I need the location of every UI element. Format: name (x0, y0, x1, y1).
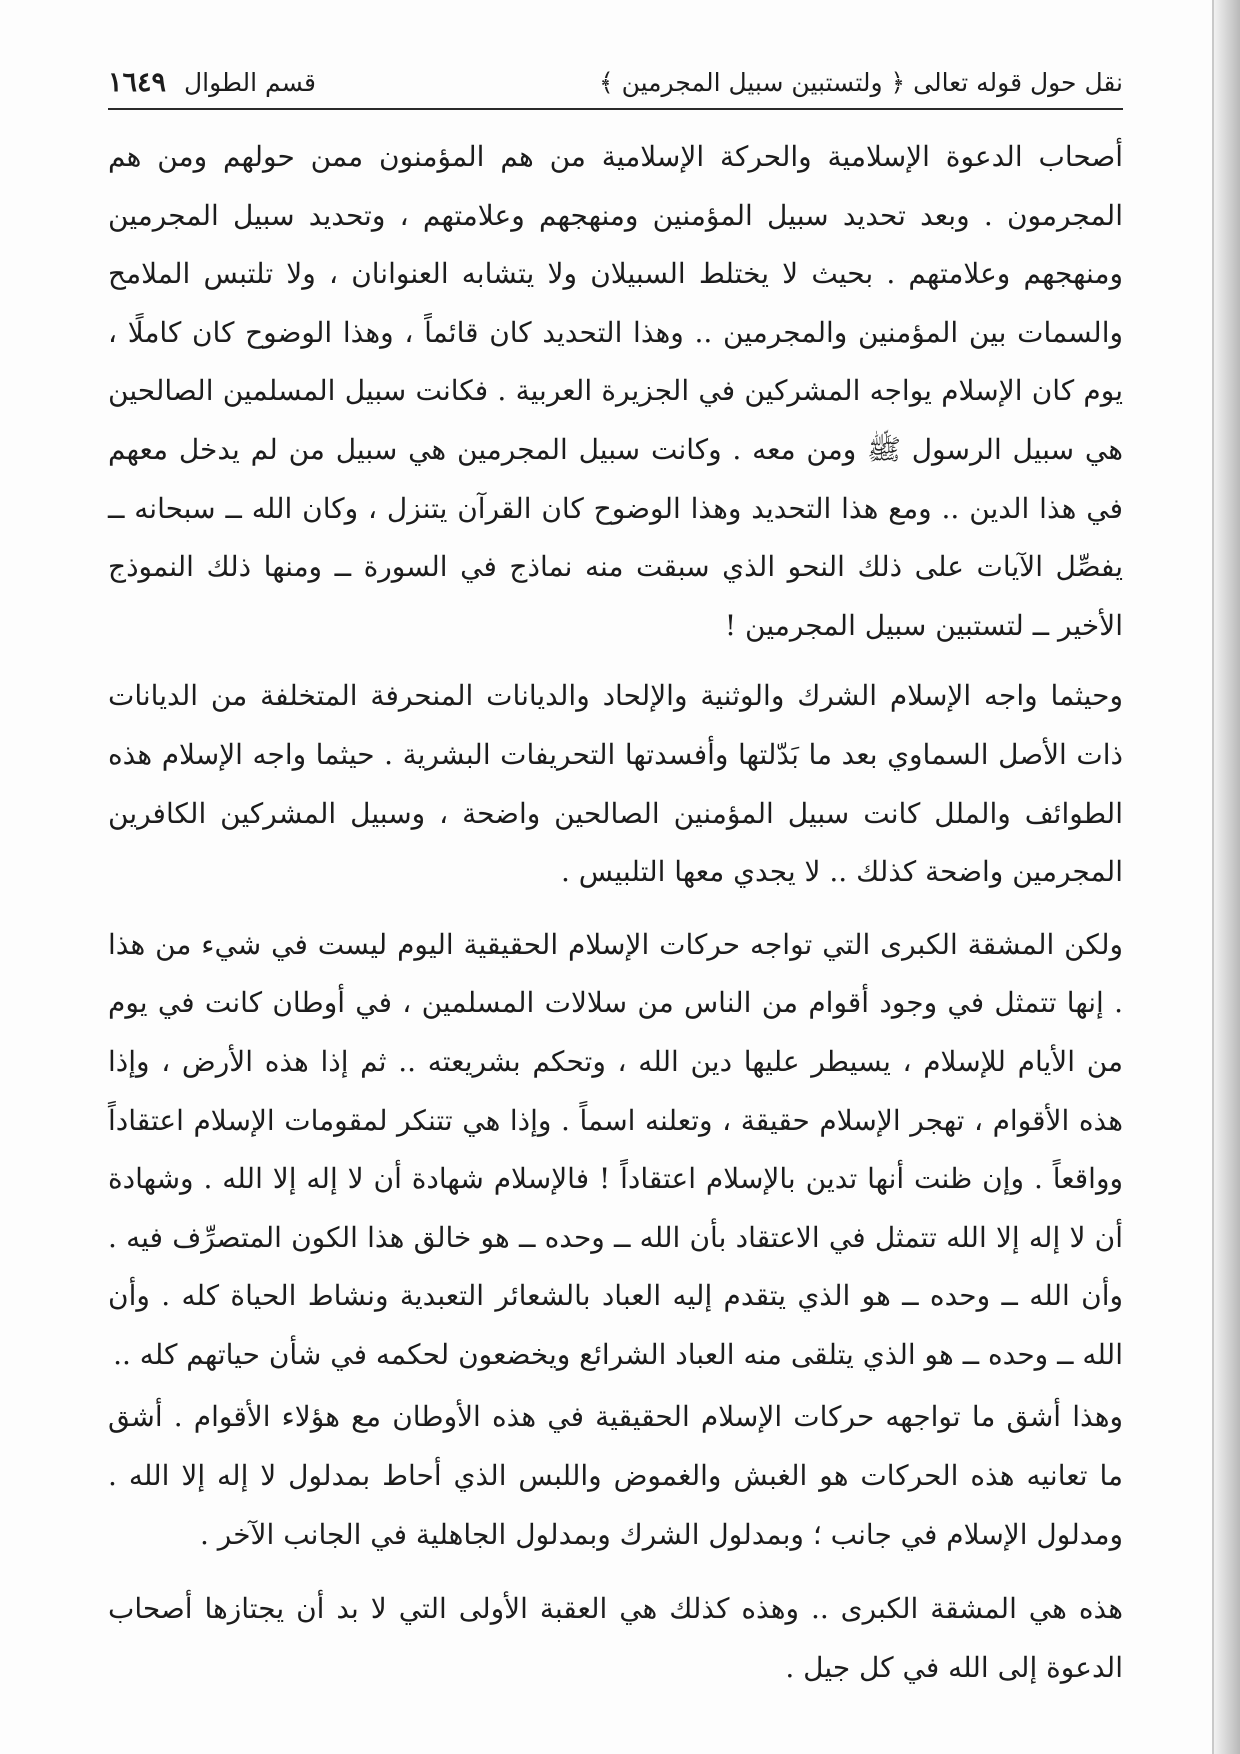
running-header (108, 62, 1123, 110)
chapter-title: نقل حول قوله تعالى ﴿ ولتستبين سبيل المجرمين ﴾ (599, 67, 1123, 97)
body-text (108, 128, 1123, 1697)
header-left (108, 67, 316, 98)
paragraph-3: ولكن المشقة الكبرى التي تواجه حركات الإسلام الحقيقية اليوم ليست في شيء من هذا . إنها تتمثل في وجود أقوام من الناس من سلالات المسلمين ، في أوطان كانت في يوم من الأيام للإسلام ، يسيطر عليها دين الله ، وتحكم بشريعته .. ثم إذا هذه الأرض ، وإذا هذه الأقوام ، تهجر الإسلام حقيقة ، وتعلنه اسماً . وإذا هي تتنكر لمقومات الإسلام اعتقاداً وواقعاً . وإن ظنت أنها تدين بالإسلام اعتقاداً ! فالإسلام شهادة أن لا إله إلا الله . وشهادة أن لا إله إلا الله تتمثل في الاعتقاد بأن الله ــ وحده ــ هو خالق هذا الكون المتصرِّف فيه . وأن الله ــ وحده ــ هو الذي يتقدم إليه العباد بالشعائر التعبدية ونشاط الحياة كله . وأن الله ــ وحده ــ هو الذي يتلقى منه العباد الشرائع ويخضعون لحكمه في شأن حياتهم كله .. (108, 927, 1124, 1371)
page-number: ١٦٤٩ (108, 66, 167, 98)
paragraph-4: وهذا أشق ما تواجهه حركات الإسلام الحقيقية في هذه الأوطان مع هؤلاء الأقوام . أشق ما تعانيه هذه الحركات هو الغبش والغموض واللبس الذي أحاط بمدلول لا إله إلا الله . ومدلول الإسلام في جانب ؛ وبمدلول الشرك وبمدلول الجاهلية في الجانب الآخر . (108, 1400, 1123, 1551)
paragraph-1: أصحاب الدعوة الإسلامية والحركة الإسلامية من هم المؤمنون ممن حولهم ومن هم المجرمون . وبعد تحديد سبيل المؤمنين ومنهجهم وعلامتهم ، وتحديد سبيل المجرمين ومنهجهم وعلامتهم . بحيث لا يختلط السبيلان ولا يتشابه العنوانان ، ولا تلتبس الملامح والسمات بين المؤمنين والمجرمين .. وهذا التحديد كان قائماً ، وهذا الوضوح كان كاملًا ، يوم كان الإسلام يواجه المشركين في الجزيرة العربية . فكانت سبيل المسلمين الصالحين هي سبيل الرسول ﷺ ومن معه . وكانت سبيل المجرمين هي سبيل من لم يدخل معهم في هذا الدين .. ومع هذا التحديد وهذا الوضوح كان القرآن يتنزل ، وكان الله ــ سبحانه ــ يفصِّل الآيات على ذلك النحو الذي سبقت منه نماذج في السورة ــ ومنها ذلك النموذج الأخير ــ لتستبين سبيل المجرمين ! (108, 140, 1124, 642)
paragraph-5: هذه هي المشقة الكبرى .. وهذه كذلك هي العقبة الأولى التي لا بد أن يجتازها أصحاب الدعوة إلى الله في كل جيل . (108, 1592, 1123, 1684)
page-edge-shadow (1214, 0, 1240, 1754)
section-name: قسم الطوال (184, 67, 316, 97)
paragraph-2: وحيثما واجه الإسلام الشرك والوثنية والإلحاد والديانات المنحرفة المتخلفة من الديانات ذات الأصل السماوي بعد ما بَدّلتها وأفسدتها التحريفات البشرية . حيثما واجه الإسلام هذه الطوائف والملل كانت سبيل المؤمنين الصالحين واضحة ، وسبيل المشركين الكافرين المجرمين واضحة كذلك .. لا يجدي معها التلبيس . (108, 679, 1123, 889)
